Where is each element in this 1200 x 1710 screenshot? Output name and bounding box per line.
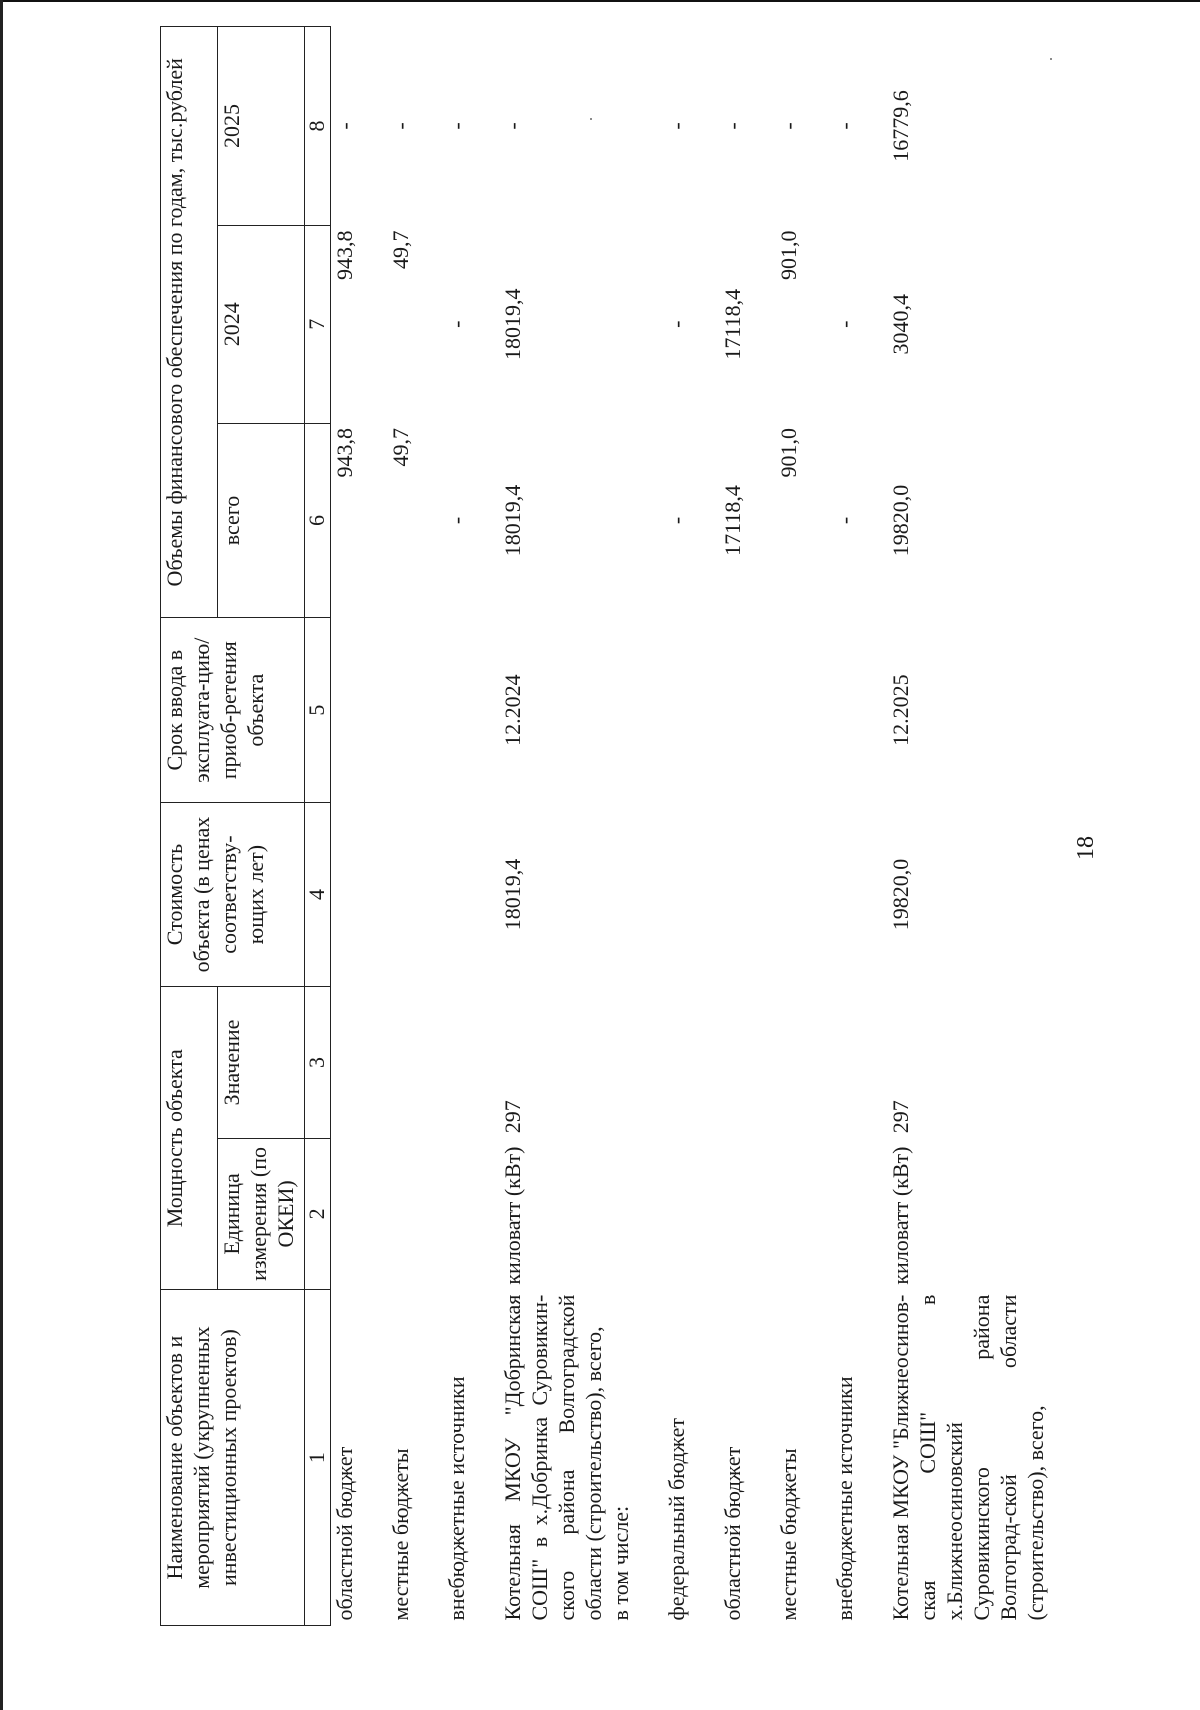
row-2025: 16779,6	[888, 90, 913, 162]
row-2024: 49,7	[388, 230, 413, 269]
row-name: внебюджетные источники	[444, 1376, 469, 1621]
row-2025: -	[664, 122, 689, 130]
row-2025	[607, 27, 663, 226]
row-date	[775, 618, 831, 802]
column-number: 6	[305, 423, 331, 618]
row-unit	[443, 1138, 499, 1289]
row-cost	[719, 802, 775, 986]
row-total: -	[444, 516, 469, 525]
header-commission-date: Срок ввода в эксплуата-цию/приоб-ретения объекта	[161, 618, 305, 802]
row-capacity	[331, 987, 388, 1138]
row-unit	[719, 1138, 775, 1289]
row-total: -	[664, 516, 689, 525]
row-name: Котельная МКОУ "Ближнеосинов-ская СОШ" в х.Ближнеосиновский Суровикинского района Волгоград-ской области (строительство), всего,	[888, 1294, 1048, 1621]
table-row	[443, 27, 499, 1626]
row-name: областной бюджет	[332, 1446, 357, 1621]
header-capacity: Мощность объекта	[161, 987, 218, 1290]
row-total: 19820,0	[888, 484, 913, 557]
row-total: 17118,4	[720, 485, 745, 556]
row-cost	[387, 802, 443, 986]
header-year-2025: 2025	[218, 27, 305, 226]
row-2025: -	[444, 122, 469, 130]
row-cost	[831, 802, 887, 986]
header-total: всего	[218, 423, 305, 618]
row-name: местные бюджеты	[388, 1448, 413, 1621]
row-cost: 19820,0	[888, 858, 913, 931]
table-row	[887, 27, 1049, 1626]
row-cost	[775, 802, 831, 986]
row-cost	[663, 802, 719, 986]
row-2024: 17118,4	[720, 288, 745, 360]
table-row	[663, 27, 719, 1626]
row-2025: -	[832, 122, 857, 130]
investment-table	[160, 26, 1049, 1626]
header-cost: Стоимость объекта (в ценах соответству-ющих лет)	[161, 802, 305, 986]
header-financing: Объемы финансового обеспечения по годам, тыс.рублей	[161, 27, 218, 618]
column-number-row	[305, 27, 331, 1626]
row-date	[387, 618, 443, 802]
row-cost: 18019,4	[500, 858, 525, 931]
scan-speck	[1050, 58, 1052, 60]
row-unit	[663, 1138, 719, 1289]
row-date	[607, 618, 663, 802]
row-date	[443, 618, 499, 802]
row-capacity: 297	[888, 1100, 913, 1134]
row-date	[663, 618, 719, 802]
row-2024: 3040,4	[888, 294, 913, 355]
row-total: 943,8	[332, 428, 357, 478]
row-2024: 18019,4	[500, 288, 525, 360]
column-number: 4	[305, 802, 331, 986]
row-unit: киловатт (кВт)	[888, 1146, 913, 1285]
row-date: 12.2024	[500, 674, 525, 746]
row-capacity	[775, 987, 831, 1138]
row-name: федеральный бюджет	[664, 1418, 689, 1621]
row-2025: -	[720, 122, 745, 130]
row-date: 12.2025	[888, 674, 913, 746]
column-number: 3	[305, 987, 331, 1138]
row-capacity	[663, 987, 719, 1138]
row-unit	[831, 1138, 887, 1289]
column-number: 7	[305, 225, 331, 423]
row-2024: -	[832, 320, 857, 328]
row-cost	[443, 802, 499, 986]
row-capacity	[831, 987, 887, 1138]
row-2025: -	[388, 122, 413, 130]
header-object-name: Наименование объектов и мероприятий (укрупненных инвестиционных проектов)	[161, 1290, 305, 1626]
scan-speck	[590, 118, 592, 120]
column-number: 2	[305, 1138, 331, 1289]
table-row	[499, 27, 607, 1626]
table-row	[719, 27, 775, 1626]
row-name: Котельная МКОУ "Добринская СОШ" в х.Добринка Суровикин-ского района Волгоградской области (строительство), всего,	[500, 1294, 606, 1621]
row-cost	[331, 802, 388, 986]
row-unit	[775, 1138, 831, 1289]
column-number: 1	[305, 1290, 331, 1626]
row-total: -	[832, 516, 857, 525]
row-name: внебюджетные источники	[832, 1376, 857, 1621]
page-number: 18	[1073, 836, 1099, 860]
header-year-2024: 2024	[218, 225, 305, 423]
row-2024: 943,8	[332, 230, 357, 280]
row-2024	[607, 225, 663, 423]
row-unit	[331, 1138, 388, 1289]
table-row	[775, 27, 831, 1626]
column-number: 8	[305, 27, 331, 226]
row-2025: -	[776, 122, 801, 130]
row-2025: -	[332, 122, 357, 130]
row-name: местные бюджеты	[776, 1448, 801, 1621]
row-date	[719, 618, 775, 802]
table-row	[387, 27, 443, 1626]
row-date	[831, 618, 887, 802]
row-capacity: 297	[500, 1100, 525, 1134]
row-unit	[387, 1138, 443, 1289]
row-total	[607, 423, 663, 618]
header-capacity-value: Значение	[218, 987, 305, 1138]
header-capacity-unit: Единица измерения (по ОКЕИ)	[218, 1138, 305, 1289]
row-2024: 901,0	[776, 230, 801, 280]
table-row	[331, 27, 388, 1626]
table-row	[607, 27, 663, 1626]
row-total: 18019,4	[500, 484, 525, 557]
table-row	[831, 27, 887, 1626]
column-number: 5	[305, 618, 331, 802]
row-cost	[607, 802, 663, 986]
row-date	[331, 618, 388, 802]
row-capacity	[443, 987, 499, 1138]
row-total: 901,0	[776, 428, 801, 478]
row-name: в том числе:	[608, 1505, 633, 1621]
row-unit	[607, 1138, 663, 1289]
row-2025: -	[500, 122, 525, 130]
row-capacity	[387, 987, 443, 1138]
row-capacity	[719, 987, 775, 1138]
row-total: 49,7	[388, 428, 413, 467]
row-unit: киловатт (кВт)	[500, 1146, 525, 1285]
row-2024: -	[664, 320, 689, 328]
row-name: областной бюджет	[720, 1446, 745, 1621]
row-capacity	[607, 987, 663, 1138]
row-2024: -	[444, 320, 469, 328]
